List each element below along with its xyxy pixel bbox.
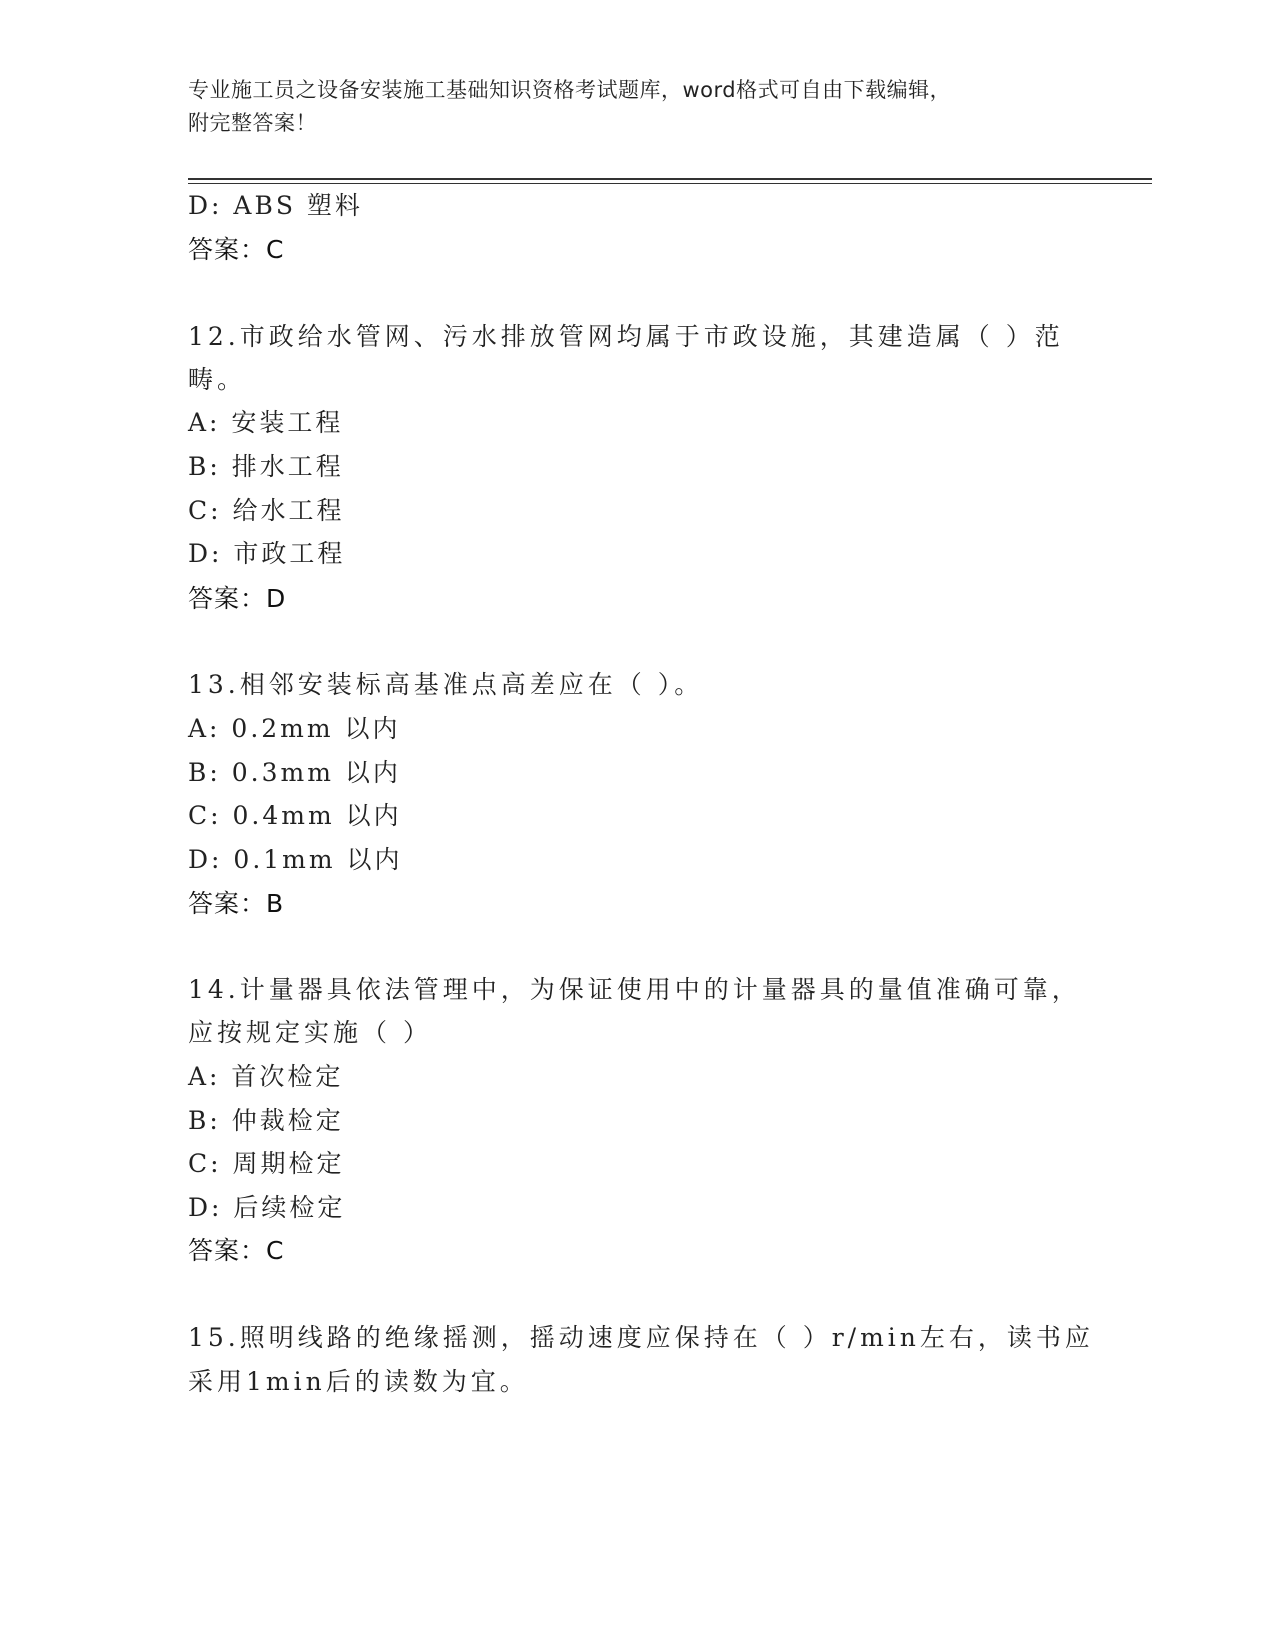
question-14-text-line-2: 应按规定实施（ ）	[188, 1018, 432, 1047]
question-14-option-d: D: 后续检定	[188, 1193, 346, 1222]
question-12-option-c: C: 给水工程	[188, 496, 345, 525]
question-14-option-a: A: 首次检定	[188, 1062, 344, 1091]
question-13-option-b: B: 0.3mm 以内	[188, 758, 401, 787]
question-14-option-c: C: 周期检定	[188, 1149, 345, 1178]
header-divider-thick	[188, 178, 1152, 180]
question-14-text-line-1: 14.计量器具依法管理中，为保证使用中的计量器具的量值准确可靠，	[188, 975, 1081, 1004]
question-15-text-line-1: 15.照明线路的绝缘摇测，摇动速度应保持在（ ）r/min左右，读书应	[188, 1323, 1094, 1352]
header-line-1: 专业施工员之设备安装施工基础知识资格考试题库，word格式可自由下载编辑，	[188, 78, 952, 102]
prev-option-d: D: ABS 塑料	[188, 191, 363, 220]
question-13-option-c: C: 0.4mm 以内	[188, 801, 402, 830]
question-14-answer: 答案：C	[188, 1236, 285, 1265]
question-14-option-b: B: 仲裁检定	[188, 1106, 344, 1135]
document-header	[188, 74, 1068, 140]
question-13-option-d: D: 0.1mm 以内	[188, 845, 403, 874]
question-12-option-d: D: 市政工程	[188, 539, 346, 568]
question-13-option-a: A: 0.2mm 以内	[188, 714, 401, 743]
question-13-text-line-1: 13.相邻安装标高基准点高差应在（ ）。	[188, 670, 704, 699]
question-12-text-line-1: 12.市政给水管网、污水排放管网均属于市政设施，其建造属（ ）范	[188, 322, 1064, 351]
question-12-text-line-2: 畴。	[188, 365, 247, 394]
prev-answer: 答案：C	[188, 235, 285, 264]
question-13-answer: 答案：B	[188, 889, 285, 918]
question-12-option-a: A: 安装工程	[188, 408, 344, 437]
header-divider-thin	[188, 183, 1152, 184]
question-12-option-b: B: 排水工程	[188, 452, 344, 481]
header-line-2: 附完整答案！	[188, 111, 317, 135]
question-15-text-line-2: 采用1min后的读数为宜。	[188, 1367, 529, 1396]
question-12-answer: 答案：D	[188, 584, 287, 613]
